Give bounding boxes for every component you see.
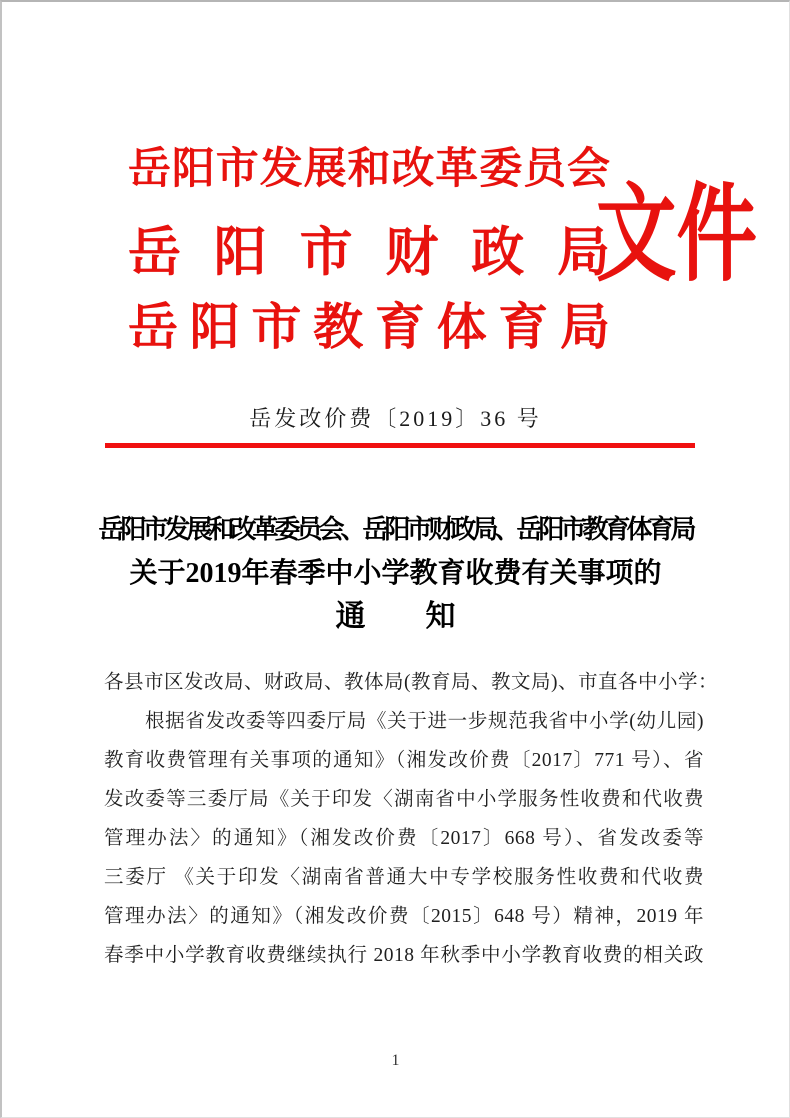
red-divider-line bbox=[105, 443, 695, 448]
letterhead-org-2: 岳阳市财政局 bbox=[128, 224, 610, 282]
body-line: 各县市区发改局、财政局、教体局(教育局、教文局)、市直各中小学： bbox=[104, 672, 718, 693]
title-line-3: 通 知 bbox=[335, 600, 456, 633]
page-number: 1 bbox=[391, 1052, 400, 1069]
body-line: 根据省发改委等四委厅局《关于进一步规范我省中小学(幼儿园) bbox=[145, 711, 704, 732]
title-line-1: 岳阳市发展和改革委员会、岳阳市财政局、岳阳市教育体育局 bbox=[98, 515, 693, 544]
body-line: 春季中小学教育收费继续执行 2018 年秋季中小学教育收费的相关政 bbox=[104, 945, 704, 966]
document-title bbox=[2, 508, 789, 639]
title-line-2: 关于2019年春季中小学教育收费有关事项的 bbox=[129, 558, 662, 589]
body-line: 发改委等三委厅局《关于印发〈湖南省中小学服务性收费和代收费 bbox=[104, 789, 704, 810]
body-text bbox=[104, 663, 718, 975]
doc-type-label: 文件 bbox=[596, 177, 758, 294]
body-line: 管理办法〉的通知》（湘发改价费〔2015〕648 号）精神，2019 年 bbox=[104, 906, 704, 927]
body-line: 教育收费管理有关事项的通知》（湘发改价费〔2017〕771 号）、省 bbox=[104, 750, 704, 771]
body-line: 三委厅 《关于印发〈湖南省普通大中专学校服务性收费和代收费 bbox=[104, 867, 704, 888]
body-line: 管理办法〉的通知》（湘发改价费〔2017〕668 号）、省发改委等 bbox=[104, 828, 704, 849]
letterhead-org-1: 岳阳市发展和改革委员会 bbox=[128, 146, 610, 193]
doc-number: 岳发改价费〔2019〕36 号 bbox=[249, 406, 542, 431]
letterhead-org-3: 岳阳市教育体育局 bbox=[128, 299, 610, 355]
